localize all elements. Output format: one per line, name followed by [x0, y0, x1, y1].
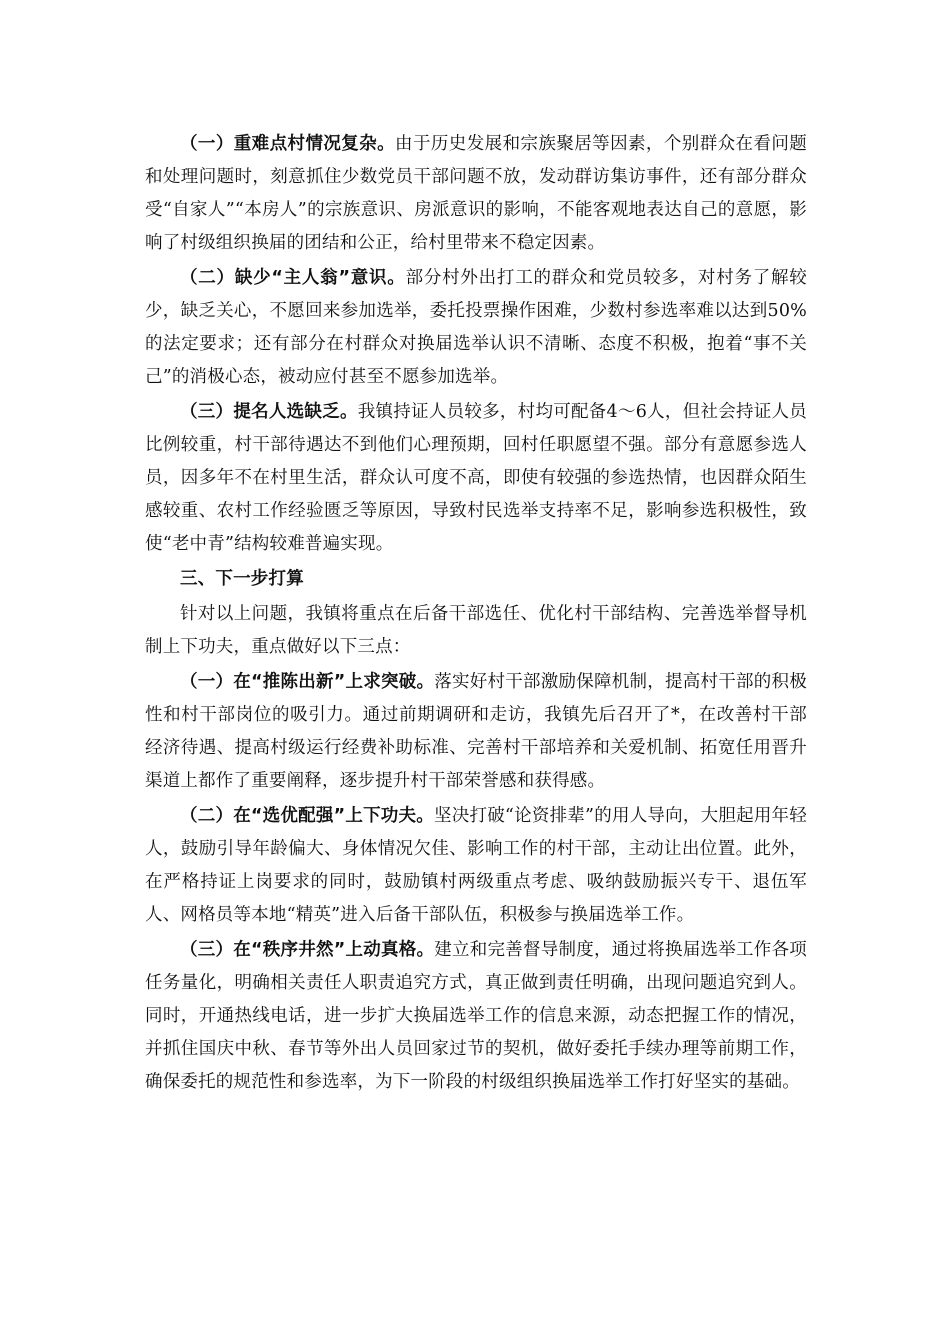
problem-3-lead: （三）提名人选缺乏。: [180, 402, 358, 422]
problem-2-lead: （二）缺少“主人翁”意识。: [180, 268, 406, 288]
problem-paragraph-2: [145, 262, 807, 394]
plan-2-text: 坚决打破“论资排辈”的用人导向，大胆起用年轻人，鼓励引导年龄偏大、身体情况欠佳、影响工作的村干部，主动让出位置。此外，在严格持证上岗要求的同时，鼓励镇村两级重点考虑、吸纳鼓励振兴专干、退伍军人、网格员等本地“精英”进入后备干部队伍，积极参与换届选举工作。: [145, 806, 807, 925]
plan-paragraph-2: [145, 800, 807, 932]
problem-paragraph-1: [145, 128, 807, 260]
plan-1-text: 落实好村干部激励保障机制，提高村干部的积极性和村干部岗位的吸引力。通过前期调研和走访，我镇先后召开了*，在改善村干部经济待遇、提高村级运行经费补助标准、完善村干部培养和关爱机制、拓宽任用晋升渠道上都作了重要阐释，逐步提升村干部荣誉感和获得感。: [145, 672, 807, 791]
plan-3-lead: （三）在“秩序井然”上动真格。: [180, 940, 435, 960]
problem-2-text: 部分村外出打工的群众和党员较多，对村务了解较少，缺乏关心，不愿回来参加选举，委托投票操作困难，少数村参选率难以达到50%的法定要求；还有部分在村群众对换届选举认识不清晰、态度不积极，抱着“事不关己”的消极心态，被动应付甚至不愿参加选举。: [145, 268, 807, 387]
problem-1-text: 由于历史发展和宗族聚居等因素，个别群众在看问题和处理问题时，刻意抓住少数党员干部问题不放，发动群访集访事件，还有部分群众受“自家人”“本房人”的宗族意识、房派意识的影响，不能客观地表达自己的意愿，影响了村级组织换届的团结和公正，给村里带来不稳定因素。: [145, 134, 807, 253]
intro-paragraph: 针对以上问题，我镇将重点在后备干部选任、优化村干部结构、完善选举督导机制上下功夫，重点做好以下三点：: [145, 604, 807, 657]
document-body: [145, 128, 807, 1101]
plan-paragraph-3: [145, 934, 807, 1099]
plan-3-text: 建立和完善督导制度，通过将换届选举工作各项任务量化，明确相关责任人职责追究方式，真正做到责任明确，出现问题追究到人。同时，开通热线电话，进一步扩大换届选举工作的信息来源，动态把握工作的情况，并抓住国庆中秋、春节等外出人员回家过节的契机，做好委托手续办理等前期工作，确保委托的规范性和参选率，为下一阶段的村级组织换届选举工作打好坚实的基础。: [145, 940, 807, 1092]
problem-3-text: 我镇持证人员较多，村均可配备4～6人，但社会持证人员比例较重，村干部待遇达不到他们心理预期，回村任职愿望不强。部分有意愿参选人员，因多年不在村里生活，群众认可度不高，即使有较强的参选热情，也因群众陌生感较重、农村工作经验匮乏等原因，导致村民选举支持率不足，影响参选积极性，致使“老中青”结构较难普遍实现。: [145, 402, 808, 554]
problem-paragraph-3: [145, 396, 807, 561]
plan-paragraph-1: [145, 666, 807, 798]
section-heading: 三、下一步打算: [180, 569, 304, 589]
plan-2-lead: （二）在“选优配强”上下功夫。: [180, 806, 434, 826]
plan-1-lead: （一）在“推陈出新”上求突破。: [180, 672, 435, 692]
problem-1-lead: （一）重难点村情况复杂。: [180, 134, 396, 154]
